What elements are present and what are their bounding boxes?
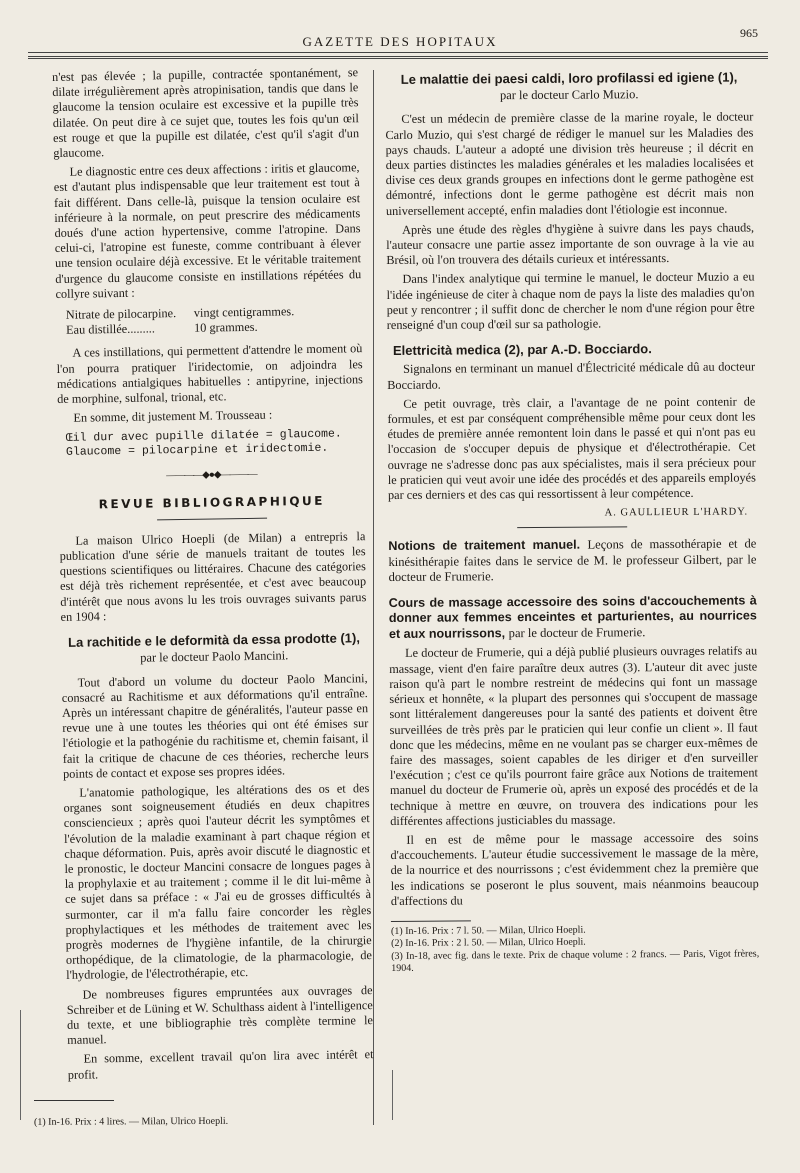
book-author: par le docteur Paolo Mancini. xyxy=(140,648,289,665)
notice-title-rest: Leçons de massothérapie et de kinésithérapie faites dans le service de M. le professeur Gilbert, par le docteur de Frumerie. xyxy=(388,536,757,585)
footnote: (2) In-16. Prix : 2 l. 50. — Milan, Ulrico Hoepli. xyxy=(391,937,586,950)
paragraph: A ces instillations, qui permettent d'attendre le moment où l'on pourra pratiquer l'iridectomie, on adjoindra les médications antialgiques habituelles : antipyrine, injections de morphine, sulfonal, trional, etc. xyxy=(56,341,364,407)
book-title: La rachitide e le deformità da essa prodotte (1), xyxy=(67,630,360,650)
author-signature: A. GAULLIEUR L'HARDY. xyxy=(604,506,749,519)
prescription-line xyxy=(66,318,362,338)
drug-dose: vingt centigrammes. xyxy=(193,304,295,320)
ornament-divider: ————◆●◆———— xyxy=(166,469,257,482)
paragraph: En somme, dit justement M. Trousseau : xyxy=(73,407,273,425)
prescription xyxy=(56,303,362,338)
right-column xyxy=(385,67,759,975)
paragraph: Tout d'abord un volume du docteur Paolo Mancini, consacré au Rachitisme et aux déformations qu'il entraîne. Après un intéressant chapitre de généralités, l'auteur passe en revue une à une toutes les théories qui ont été émises sur l'étiologie et la pathogénie du rachitisme et, chemin faisant, il fait la critique de chacune de ces théories, recherche leurs points de contact et expose ses propres idées. xyxy=(61,670,369,781)
paragraph: La maison Ulrico Hoepli (de Milan) a entrepris la publication d'une série de manuels traitant de toutes les questions scientifiques ou littéraires. Chacune des catégories est déjà très richement représentée, et c'est avec beaucoup d'intérêt que nous avons lu les trois ouvrages suivants parus en 1904 : xyxy=(59,529,367,624)
notice-title xyxy=(389,593,757,642)
footnote: (1) In-16. Prix : 4 lires. — Milan, Ulrico Hoepli. xyxy=(33,1115,229,1128)
paragraph: De nombreuses figures empruntées aux ouvrages de Schreiber et de Lüning et W. Schulthass aident à l'intelligence du texte, et une bibliographie très complète termine le manuel. xyxy=(66,982,374,1048)
drug-dose: 10 grammes. xyxy=(193,320,258,336)
left-column xyxy=(52,65,374,1086)
footnote-rule xyxy=(391,920,471,922)
header-rule xyxy=(28,52,768,53)
section-rule xyxy=(157,518,267,521)
section-title: REVUE BIBLIOGRAPHIQUE xyxy=(98,493,326,511)
running-header: GAZETTE DES HOPITAUX xyxy=(302,34,498,49)
book-title: Le malattie dei paesi caldi, loro profilassi ed igiene (1), xyxy=(400,69,738,87)
book-author: par le docteur Carlo Muzio. xyxy=(499,87,639,103)
formula-block xyxy=(66,428,364,461)
margin-line xyxy=(20,1010,21,1120)
formula-line: Œil dur avec pupille dilatée = glaucome. xyxy=(65,427,342,446)
notice-title xyxy=(388,537,756,586)
notice-title-main: Cours de massage accessoire des soins d'accouchements à donner aux femmes enceintes et parturientes, au nourrices et aux nourrissons, xyxy=(388,593,757,641)
section-rule xyxy=(517,527,627,529)
footnote: (3) In-18, avec fig. dans le texte. Prix de chaque volume : 2 francs. — Paris, Vigot frères, 1904. xyxy=(391,948,760,975)
notice-title-main: Notions de traitement manuel. xyxy=(388,538,581,554)
column-divider xyxy=(373,70,374,1125)
paragraph: C'est un médecin de première classe de la marine royale, le docteur Carlo Muzio, qui s'est chargé de rédiger le manuel sur les Maladies des pays chauds. L'auteur a adopté une division très heureuse ; il décrit en deux parties distinctes les maladies générales et les maladies localisées et divise ces deux grands groupes en infections dont le germe pathogène est démontré, infections dont le germe pathogène est décrit mais non universellement accepté, enfin maladies dont l'étiologie est inconnue. xyxy=(385,109,754,218)
book-title: Elettricità medica (2), par A.-D. Bocciardo. xyxy=(392,341,652,359)
footnotes xyxy=(391,923,759,976)
formula-line: Glaucome = pilocarpine et iridectomie. xyxy=(65,442,329,460)
paragraph: n'est pas élevée ; la pupille, contractée spontanément, se dilate irrégulièrement après atropinisation, tandis que dans le glaucome la tension oculaire est excessive et la pupille très dilatée. On peut dire à ce sujet que, toutes les fois qu'un œil est rouge et que la pupille est dilatée, c'est qu'il s'agit d'un glaucome. xyxy=(52,65,360,161)
paragraph: Le diagnostic entre ces deux affections : iritis et glaucome, est d'autant plus indispensable que leur traitement est tout à fait différent. Dans celle-là, puisque la tension oculaire est inférieure à la normale, on peut prescrire des médicaments doués d'une action hypertensive, comme l'atropine. Dans celui-ci, l'atropine est funeste, comme contribuant à élever une tension oculaire déjà excessive. Et le véritable traitement d'urgence du glaucome consiste en instillations répétées du collyre suivant : xyxy=(53,160,362,301)
notice-title-rest: par le docteur de Frumerie. xyxy=(508,625,646,641)
paragraph: Il en est de même pour le massage accessoire des soins d'accouchements. L'auteur étudie successivement le massage de la mère, de la nourrice et des nourrissons ; c'est évidemment chez la première que les indications se poseront le plus souvent, mais néanmoins beaucoup d'affections du xyxy=(390,830,759,908)
footnote: (1) In-16. Prix : 7 l. 50. — Milan, Ulrico Hoepli. xyxy=(390,924,586,937)
paragraph: Dans l'index analytique qui termine le manuel, le docteur Muzio a eu l'idée ingénieuse de citer à chaque nom de pays la liste des maladies qu'on peut y rencontrer ; il suffit donc de chercher le nom d'une région pour être renseigné d'un coup d'œil sur sa pathologie. xyxy=(386,269,755,333)
paragraph: Signalons en terminant un manuel d'Électricité médicale dû au docteur Bocciardo. xyxy=(387,359,756,392)
drug-name: Eau distillée......... xyxy=(65,321,155,338)
margin-line xyxy=(392,1070,393,1120)
footnote-rule xyxy=(34,1100,114,1101)
paragraph: Après une étude des règles d'hygiène à suivre dans les pays chauds, l'auteur consacre une partie assez importante de son ouvrage à la vie au Brésil, où l'on trouvera des détails curieux et intéressants. xyxy=(386,220,755,268)
paragraph: En somme, excellent travail qu'on lira avec intérêt et profit. xyxy=(67,1047,374,1082)
drug-name: Nitrate de pilocarpine. xyxy=(65,306,177,322)
page-number: 965 xyxy=(740,26,758,40)
paragraph: L'anatomie pathologique, les altérations des os et des organes sont soigneusement étudiés en deux chapitres consciencieux ; après quoi l'auteur décrit les symptômes et l'évolution de la maladie examinant à part chaque région et chaque déformation. Puis, après avoir discuté le diagnostic et le pronostic, le docteur Mancini consacre de longues pages à la prophylaxie et au traitement ; comme il le dit lui-même à ce sujet dans sa préface : « J'ai eu de grosses difficultés à surmonter, car il m'a fallu faire concorder les règles prophylactiques et les méthodes de traitement avec les progrès modernes de l'hygiène infantile, de la chirurgie orthopédique, de la climatologie, de la pharmacologie, de l'hydrologie, de l'électrothérapie, etc. xyxy=(63,781,373,983)
paragraph: Ce petit ouvrage, très clair, a l'avantage de ne point contenir de formules, et est par conséquent compréhensible même pour ceux dont les études de première année remontent loin dans le passé et qui n'ont pas eu l'occasion de s'occuper depuis de physique et d'électrothérapie. Cet ouvrage ne s'adresse donc pas aux spécialistes, mais il sera précieux pour le praticien qui veut avoir une idée des procédés et des appareils employés par ces derniers et des cas qui ressortissent à leur compétence. xyxy=(387,394,756,503)
paragraph: Le docteur de Frumerie, qui a déjà publié plusieurs ouvrages relatifs au massage, vient d'en faire paraître deux autres (3). L'auteur dit avec juste raison qu'à part le nombre restreint de médecins qui font un massage sérieux et honnête, « la plupart des personnes qui s'occupent de massage sont littéralement dangereuses pour la santé des patients et doivent être surveillées de très près par le praticien qui leur confie un client ». Il faut donc que les médecins, même en ne voulant pas se charger eux-mêmes de faire des massages, soient capables de les diriger et d'en surveiller l'exécution ; c'est ce qu'ils pourront faire grâce aux Notions de traitement manuel du docteur de Frumerie où, après un exposé des procédés et de la technique à mettre en œuvre, on trouvera des indications pour les différentes affections justiciables du massage. xyxy=(389,643,759,828)
header-double-rule xyxy=(28,56,768,59)
